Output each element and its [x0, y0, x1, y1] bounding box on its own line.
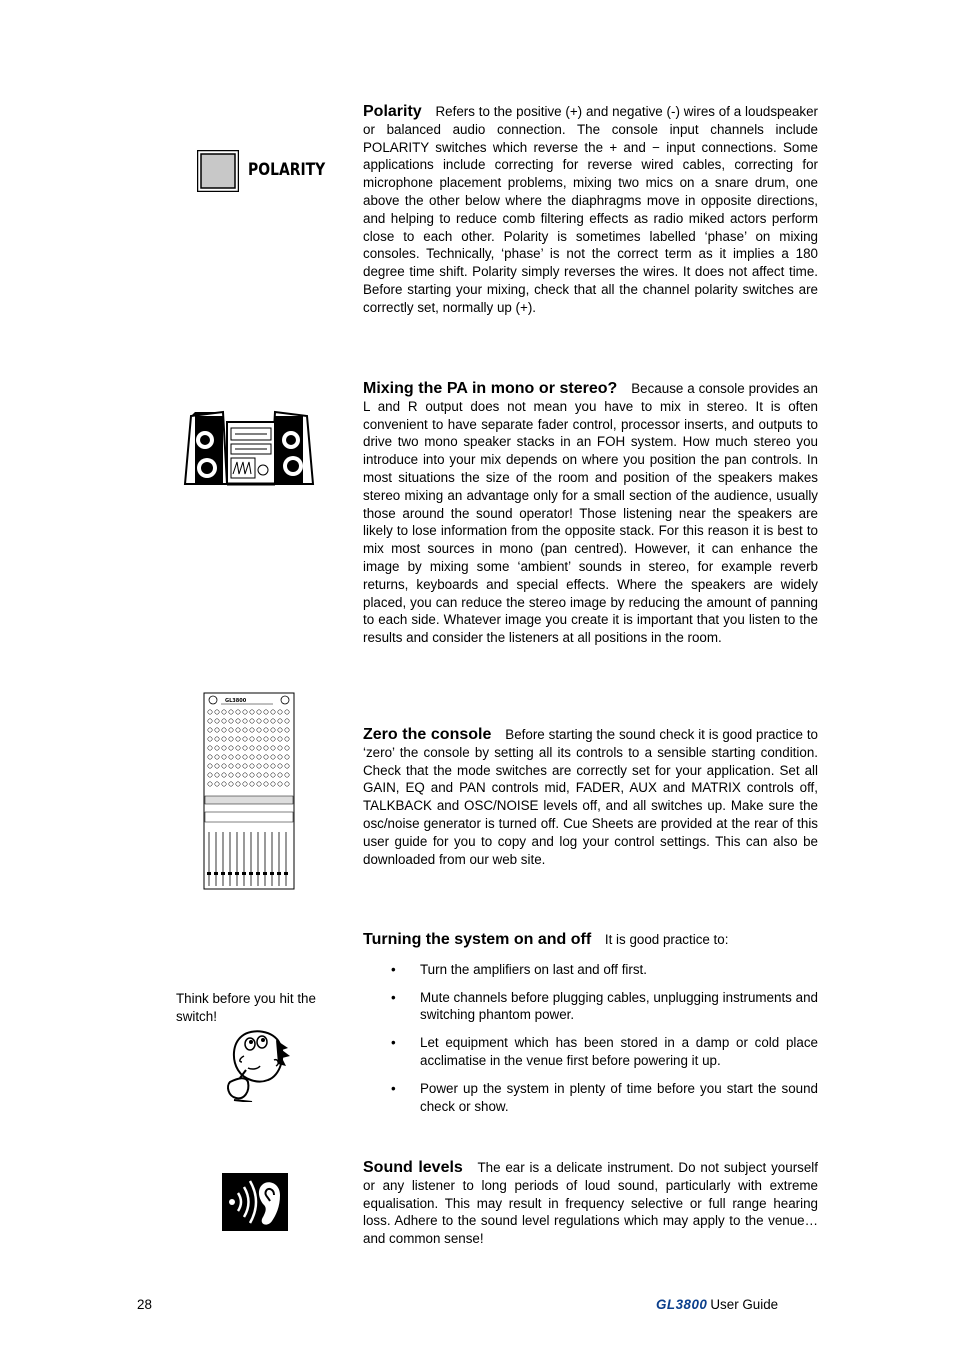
turning-section — [363, 931, 818, 1125]
bullet-icon: • — [391, 989, 396, 1005]
console-fader-knob — [214, 872, 218, 875]
zero-body: Before starting the sound check it is good practice to ‘zero’ the console by setting all its controls to a sensible starting condition. Check that the mode switches are correctly set for your application. Set all GAIN, EQ and PAN controls mid, FADER, AUX and MATRIX controls off, TALKBACK and OSC/NOISE levels off, and all switches up. Make sure the osc/noise generator is turned off. Cue Sheets are provided at the rear of this user guide for you to copy and log your control settings. This can also be downloaded from our web site. — [363, 727, 818, 867]
bullet-icon: • — [391, 1035, 396, 1051]
console-fader-knob — [263, 872, 267, 875]
list-item: • Turn the amplifiers on last and off first. — [391, 961, 647, 977]
polarity-section — [363, 103, 818, 317]
stereo-system-icon — [183, 410, 315, 488]
footer-guide — [656, 1297, 778, 1312]
console-fader-knob — [235, 872, 239, 875]
console-fader-knob — [277, 872, 281, 875]
console-fader-knob — [284, 872, 288, 875]
thinking-caption: Think before you hit the switch! — [176, 991, 316, 1024]
polarity-heading: Polarity — [363, 103, 422, 120]
page-number: 28 — [137, 1297, 152, 1312]
console-fader-knob — [242, 872, 246, 875]
polarity-body: Refers to the positive (+) and negative (-) wires of a loudspeaker or balanced audio connection. The console input channels include POLARITY switches which reverse the + and − input connections. Some applications include correcting for reverse wired cables, correcting for microphone placement problems, mixing two mics on a snare drum, one above the other below where the diaphragms move in opposite directions, and helping to reduce comb filtering effects as radio miked actors perform close to each other. Polarity is sometimes labelled ‘phase’ on mixing consoles. Technically, ‘phase’ is not the correct term as it implies a 180 degree time shift. Polarity simply reverses the wires. It does not affect time. Before starting your mixing, check that all the channel polarity switches are correctly set, normally up (+). — [363, 104, 818, 315]
list-item: • Let equipment which has been stored in a damp or cold place acclimatise in the venue first before powering it up. — [391, 1035, 818, 1068]
footer-guide-label: User Guide — [710, 1297, 779, 1312]
mixing-heading: Mixing the PA in mono or stereo? — [363, 380, 618, 397]
console-fader-knob — [256, 872, 260, 875]
polarity-button-illustration — [197, 150, 239, 192]
console-fader-knob — [270, 872, 274, 875]
list-item: • Mute channels before plugging cables, unplugging instruments and switching phantom power. — [391, 989, 818, 1023]
bullet-icon: • — [391, 1080, 396, 1096]
sound-section — [363, 1159, 818, 1248]
sound-heading: Sound levels — [363, 1159, 463, 1176]
turning-intro: It is good practice to: — [604, 932, 729, 947]
bullet-icon: • — [391, 961, 396, 977]
gl3800-logo: GL3800 — [656, 1297, 708, 1312]
sound-body: The ear is a delicate instrument. Do not subject yourself or any listener to long periods of loud sound, particularly with extreme equalisation. This may result in frequency selective or full range hearing loss. Adhere to the sound level regulations which may apply to the venue… and common sense! — [363, 1160, 819, 1247]
polarity-button-label: POLARITY — [248, 160, 326, 180]
turning-heading: Turning the system on and off — [363, 931, 592, 948]
list-item: • Power up the system in plenty of time before you start the sound check or show. — [391, 1080, 818, 1114]
console-fader-knob — [207, 872, 211, 875]
zero-section — [363, 726, 818, 868]
console-fader-knob — [221, 872, 225, 875]
turning-list — [363, 961, 818, 1116]
console-fader-knob — [228, 872, 232, 875]
console-logo: GL3800 — [225, 698, 247, 704]
console-illustration — [203, 692, 295, 890]
thinking-face-icon — [222, 1026, 292, 1102]
mixing-body: Because a console provides an L and R output does not mean you have to mix in stereo. It is often convenient to have separate fader control, processor inserts, and outputs to drive two mono speaker stacks in an FOH system. How much stereo you introduce into your mix depends on where you position the pan controls. In most situations the size of the room and position of the speakers makes stereo mixing an advantage only for a small section of the audience, usually those around the sound operator! Those listening near the speakers are likely to lose information from the opposite stack. For this reason it is best to mix most sources in mono (pan centred). However, it can enhance the image by mixing some ‘ambient’ sounds in stereo, for example reverb returns, keyboards and special effects. Where the speakers are widely placed, you can reduce the stereo image by reducing the amount of panning to each side. Whatever image you create it is important that you listen to the results and consider the listeners at all positions in the room. — [363, 381, 818, 646]
ear-warning-icon — [222, 1173, 288, 1231]
mixing-section — [363, 380, 818, 647]
console-fader-knob — [249, 872, 253, 875]
zero-heading: Zero the console — [363, 726, 492, 743]
